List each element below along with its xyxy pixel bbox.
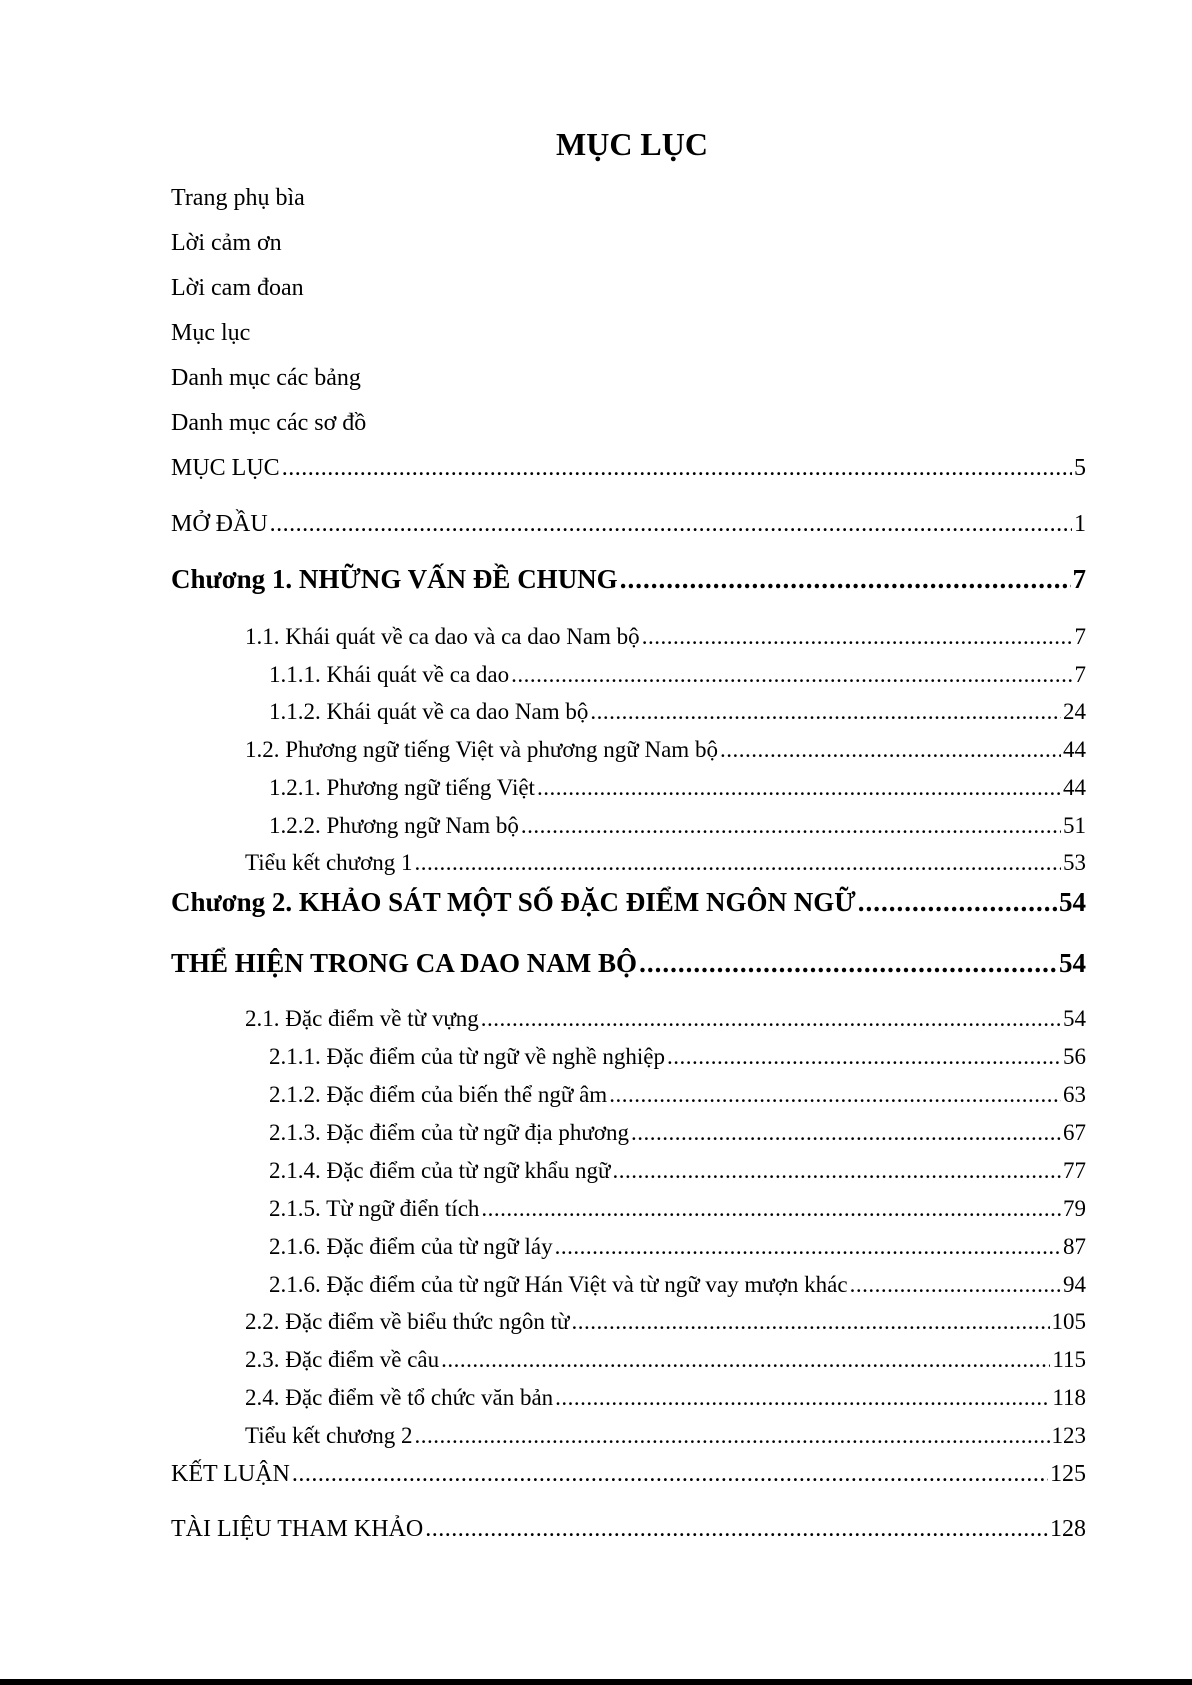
toc-entry — [245, 1004, 1086, 1034]
toc-leader-dots — [555, 1383, 1050, 1413]
toc-entry-label: TÀI LIỆU THAM KHẢO — [171, 1516, 424, 1542]
toc-entry-page: 53 — [1063, 850, 1086, 875]
toc-entry-page: 7 — [1072, 564, 1086, 594]
page-bottom-edge — [0, 1679, 1192, 1685]
toc-entry-page: 44 — [1063, 737, 1086, 762]
toc-entry-label: 1.1.1. Khái quát về ca dao — [269, 662, 510, 687]
toc-chapter-entry — [171, 564, 1086, 594]
toc-entry-label: 2.1.3. Đặc điểm của từ ngữ địa phương — [269, 1120, 629, 1145]
toc-leader-dots — [631, 1118, 1061, 1148]
toc-entry — [245, 622, 1086, 652]
front-matter-item: Danh mục các bảng — [171, 365, 361, 391]
toc-entry-page: 128 — [1050, 1516, 1086, 1542]
toc-leader-dots — [612, 1156, 1061, 1186]
toc-entry-page: 87 — [1063, 1234, 1086, 1259]
toc-leader-dots — [590, 697, 1061, 727]
toc-entry-page: 7 — [1074, 624, 1086, 649]
toc-entry-page: 54 — [1059, 948, 1086, 978]
toc-entry-label: 1.1.2. Khái quát về ca dao Nam bộ — [269, 699, 589, 724]
toc-entry-page: 118 — [1052, 1385, 1086, 1410]
toc-entry-label: THỂ HIỆN TRONG CA DAO NAM BỘ — [171, 948, 638, 978]
toc-entry-page: 54 — [1063, 1006, 1086, 1031]
toc-leader-dots — [441, 1345, 1050, 1375]
toc-entry — [171, 509, 1086, 539]
toc-entry — [269, 660, 1086, 690]
toc-entry-label: 2.1.1. Đặc điểm của từ ngữ về nghề nghiệp — [269, 1044, 666, 1069]
toc-leader-dots — [555, 1232, 1061, 1262]
toc-entry — [269, 1042, 1086, 1072]
toc-entry-page: 105 — [1051, 1309, 1086, 1334]
toc-entry — [269, 1194, 1086, 1224]
toc-entry-page: 94 — [1063, 1272, 1086, 1297]
toc-entry-page: 123 — [1051, 1423, 1086, 1448]
toc-entry-page: 115 — [1052, 1347, 1086, 1372]
toc-entry-label: Chương 1. NHỮNG VẤN ĐỀ CHUNG — [171, 564, 618, 594]
toc-entry — [269, 1118, 1086, 1148]
toc-entry-label: 2.1.6. Đặc điểm của từ ngữ Hán Việt và từ ngữ vay mượn khác — [269, 1272, 848, 1297]
toc-leader-dots — [639, 948, 1057, 978]
toc-leader-dots — [572, 1307, 1050, 1337]
toc-entry-label: 1.1. Khái quát về ca dao và ca dao Nam bộ — [245, 624, 640, 649]
toc-leader-dots — [609, 1080, 1061, 1110]
toc-entry-label: 2.2. Đặc điểm về biểu thức ngôn từ — [245, 1309, 570, 1334]
toc-leader-dots — [620, 564, 1071, 594]
toc-entry — [171, 453, 1086, 483]
toc-entry-page: 24 — [1063, 699, 1086, 724]
toc-entry-label: KẾT LUẬN — [171, 1461, 290, 1487]
toc-entry-page: 56 — [1063, 1044, 1086, 1069]
toc-leader-dots — [481, 1004, 1061, 1034]
toc-leader-dots — [642, 622, 1073, 652]
toc-leader-dots — [415, 1421, 1050, 1451]
toc-entry-page: 79 — [1063, 1196, 1086, 1221]
front-matter-item: Mục lục — [171, 320, 251, 346]
toc-entry-page: 67 — [1063, 1120, 1086, 1145]
toc-leader-dots — [858, 887, 1057, 917]
toc-entry — [245, 848, 1086, 878]
toc-entry-label: Tiểu kết chương 2 — [245, 1423, 413, 1448]
toc-leader-dots — [415, 848, 1061, 878]
toc-entry-page: 63 — [1063, 1082, 1086, 1107]
toc-chapter-entry — [171, 948, 1086, 978]
toc-entry — [269, 1270, 1086, 1300]
toc-entry-page: 5 — [1074, 455, 1086, 481]
front-matter-item: Lời cam đoan — [171, 275, 304, 301]
toc-entry-label: Tiểu kết chương 1 — [245, 850, 413, 875]
toc-leader-dots — [282, 453, 1072, 483]
toc-entry — [245, 1345, 1086, 1375]
toc-entry-label: 2.1.2. Đặc điểm của biến thể ngữ âm — [269, 1082, 608, 1107]
toc-entry — [245, 1307, 1086, 1337]
front-matter-item: Danh mục các sơ đồ — [171, 410, 367, 436]
toc-leader-dots — [481, 1194, 1061, 1224]
toc-entry — [171, 1459, 1086, 1489]
front-matter-item: Trang phụ bìa — [171, 185, 305, 211]
toc-entry — [245, 735, 1086, 765]
toc-entry-page: 7 — [1074, 662, 1086, 687]
toc-entry — [269, 811, 1086, 841]
toc-entry-label: 1.2.2. Phương ngữ Nam bộ — [269, 813, 519, 838]
toc-entry — [245, 1383, 1086, 1413]
toc-entry-label: 2.3. Đặc điểm về câu — [245, 1347, 440, 1372]
page-title: MỤC LỤC — [556, 126, 708, 162]
toc-entry — [269, 697, 1086, 727]
front-matter-item: Lời cảm ơn — [171, 230, 282, 256]
toc-entry-page: 125 — [1050, 1461, 1086, 1487]
toc-entry — [269, 1156, 1086, 1186]
toc-entry-page: 44 — [1063, 775, 1086, 800]
toc-entry-label: MỞ ĐẦU — [171, 511, 268, 537]
toc-entry-label: 2.4. Đặc điểm về tổ chức văn bản — [245, 1385, 554, 1410]
toc-entry-label: MỤC LỤC — [171, 455, 280, 481]
toc-leader-dots — [720, 735, 1061, 765]
toc-leader-dots — [511, 660, 1072, 690]
toc-leader-dots — [850, 1270, 1061, 1300]
toc-entry — [269, 773, 1086, 803]
toc-entry-label: 2.1.6. Đặc điểm của từ ngữ láy — [269, 1234, 553, 1259]
toc-entry — [171, 1514, 1086, 1544]
toc-leader-dots — [270, 509, 1072, 539]
toc-entry-label: 2.1.4. Đặc điểm của từ ngữ khẩu ngữ — [269, 1158, 611, 1183]
toc-entry-page: 54 — [1059, 887, 1086, 917]
toc-entry-page: 1 — [1074, 511, 1086, 537]
toc-entry-page: 51 — [1063, 813, 1086, 838]
toc-entry-label: Chương 2. KHẢO SÁT MỘT SỐ ĐẶC ĐIỂM NGÔN NGỮ — [171, 887, 856, 917]
toc-leader-dots — [521, 811, 1061, 841]
toc-entry — [269, 1232, 1086, 1262]
toc-entry-label: 1.2. Phương ngữ tiếng Việt và phương ngữ Nam bộ — [245, 737, 718, 762]
toc-entry-page: 77 — [1063, 1158, 1086, 1183]
toc-entry-label: 2.1. Đặc điểm về từ vựng — [245, 1006, 479, 1031]
toc-entry-label: 2.1.5. Từ ngữ điển tích — [269, 1196, 480, 1221]
toc-leader-dots — [292, 1459, 1048, 1489]
toc-entry-label: 1.2.1. Phương ngữ tiếng Việt — [269, 775, 535, 800]
toc-entry — [245, 1421, 1086, 1451]
toc-entry — [269, 1080, 1086, 1110]
toc-chapter-entry — [171, 887, 1086, 917]
toc-leader-dots — [537, 773, 1061, 803]
toc-leader-dots — [667, 1042, 1061, 1072]
toc-leader-dots — [425, 1514, 1048, 1544]
